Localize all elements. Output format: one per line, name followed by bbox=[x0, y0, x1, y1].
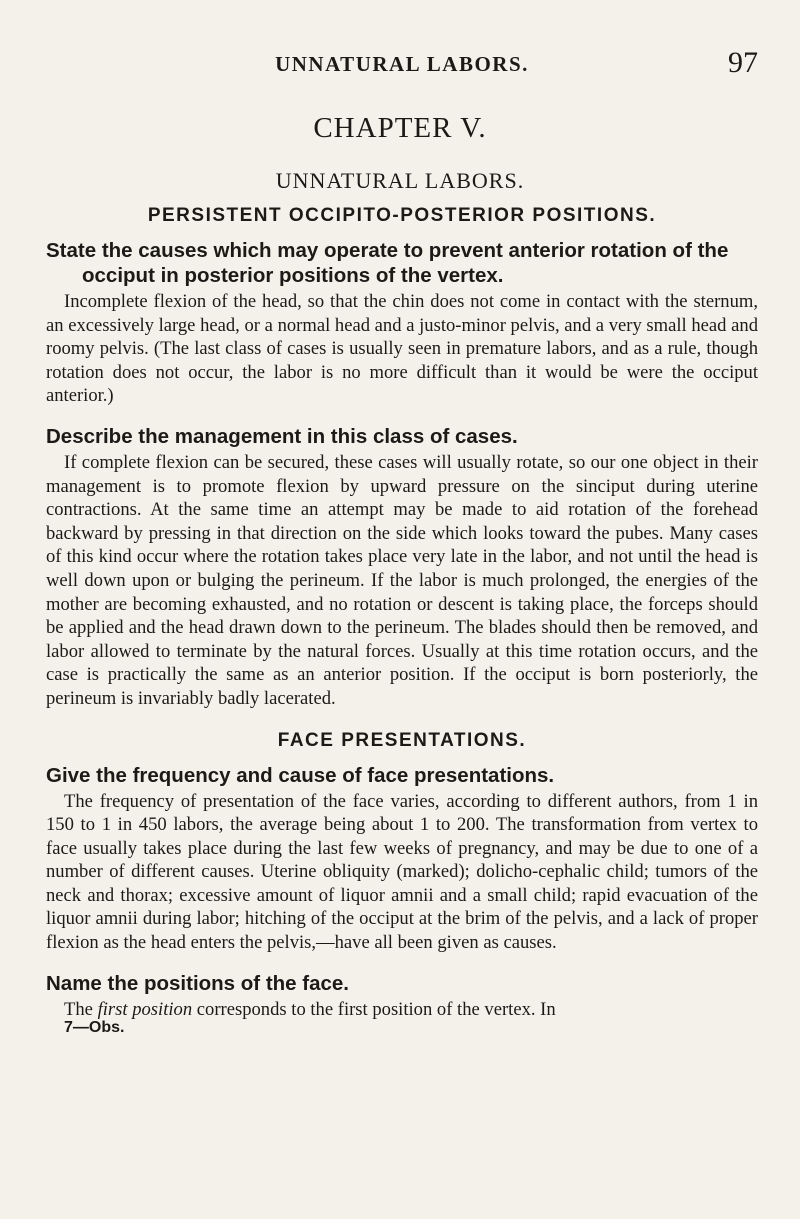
question-positions-face: Name the positions of the face. bbox=[46, 971, 349, 995]
answer-causes-anterior-rotation: Incomplete flexion of the head, so that the chin does not come in contact with the sternum, an excessively large head, or a normal head and a justo-minor pelvis, and a very small head and roomy pelvis. (The last class of cases is usually seen in premature labors, and as a rule, though rotation does not occur, the labor is no more difficult than it would be were the occiput anterior.) bbox=[46, 291, 758, 407]
section-heading-occipito-posterior: PERSISTENT OCCIPITO-POSTERIOR POSITIONS. bbox=[147, 205, 657, 226]
answer-frequency-face: The frequency of presentation of the face varies, according to different authors, from 1 in 150 to 1 in 450 labors, the average being about 1 to 200. The transformation from vertex to face usually takes place during the last few weeks of pregnancy, and may be due to one of a number of different causes. Uterine obliquity (marked); dolicho-cephalic child; tumors of the neck and thorax; excessive amount of liquor amnii and a small child; rapid evacuation of the liquor amnii during labor; hitching of the occiput at the brim of the pelvis, and a lack of proper flexion as the head enters the pelvis,—have all been given as causes. bbox=[46, 790, 758, 954]
page-number: 97 bbox=[728, 46, 758, 79]
question-causes-anterior-rotation: State the causes which may operate to prevent anterior rotation of the occiput in posterior positions of the vertex. bbox=[46, 239, 729, 287]
answer-positions-pre: The bbox=[64, 998, 93, 1020]
chapter-subtitle: UNNATURAL LABORS. bbox=[275, 168, 525, 193]
question-frequency-face: Give the frequency and cause of face presentations. bbox=[46, 763, 555, 787]
chapter-title: CHAPTER V. bbox=[313, 112, 487, 144]
running-head bbox=[46, 46, 758, 80]
answer-management: If complete flexion can be secured, these cases will usually rotate, so our one object in their management is to promote flexion by upward pressure on the sinciput during uterine contractions. At the same time an attempt may be made to aid rotation of the forehead backward by pressing in that direction on the side which looks toward the pubes. Many cases of this kind occur where the rotation takes place very late in the labor, and not until the head is well down upon or bulging the perineum. If the labor is much prolonged, the energies of the mother are becoming exhausted, and no rotation or descent is taking place, the forceps should be applied and the head drawn down to the perineum. The blades should then be removed, and labor allowed to terminate by the natural forces. Usually at this time rotation occurs, and the case is practically the same as an anterior position. If the occiput is born posteriorly, the perineum is invariably badly lacerated. bbox=[46, 451, 758, 709]
printer-signature: 7—Obs. bbox=[64, 1019, 125, 1037]
answer-positions-face bbox=[46, 998, 758, 1022]
answer-positions-italic: first position bbox=[97, 998, 193, 1020]
body-text bbox=[46, 202, 758, 1037]
section-heading-face-presentations: FACE PRESENTATIONS. bbox=[277, 729, 527, 751]
answer-positions-post: corresponds to the first position of the vertex. In bbox=[196, 998, 556, 1020]
question-management: Describe the management in this class of cases. bbox=[46, 424, 518, 448]
running-title: UNNATURAL LABORS. bbox=[275, 52, 529, 76]
